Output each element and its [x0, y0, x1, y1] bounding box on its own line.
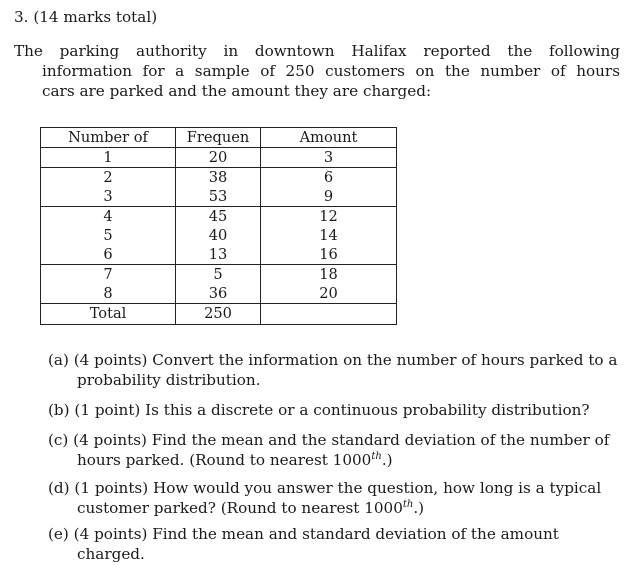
cell-frequency: 38: [176, 168, 261, 188]
cell-amount: 16: [261, 245, 397, 265]
question-item: [48, 400, 630, 420]
table-body: [41, 148, 397, 325]
header-amount: Amount: [261, 128, 397, 148]
cell-hours: 4: [41, 207, 176, 227]
table-row: [41, 207, 397, 227]
table-row: [41, 245, 397, 265]
question-item: [48, 478, 630, 518]
question-text: (d) (1 points) How would you answer the question, how long is a typical customer parked? (Round to nearest 1000: [48, 479, 602, 517]
table-row: [41, 187, 397, 207]
cell-amount: 6: [261, 168, 397, 188]
question-text: (b) (1 point) Is this a discrete or a continuous probability distribution?: [48, 401, 590, 419]
table-row: [41, 226, 397, 245]
table-total-row: [41, 304, 397, 325]
cell-frequency: 13: [176, 245, 261, 265]
cell-hours: 5: [41, 226, 176, 245]
intro-line: cars are parked and the amount they are charged:: [42, 82, 432, 100]
problem-intro: [14, 41, 620, 101]
question-list: [48, 350, 630, 564]
question-text: (a) (4 points) Convert the information on the number of hours parked to a probability distribution.: [48, 351, 618, 389]
question-item: [48, 524, 630, 564]
cell-frequency: 5: [176, 265, 261, 285]
cell-hours: 8: [41, 284, 176, 304]
cell-frequency: 53: [176, 187, 261, 207]
intro-line: The parking authority in downtown Halifax reported the following: [14, 42, 620, 60]
cell-hours: 7: [41, 265, 176, 285]
table-row: [41, 284, 397, 304]
cell-amount: 9: [261, 187, 397, 207]
cell-amount: 3: [261, 148, 397, 168]
question-superscript: th: [371, 450, 382, 462]
table-row: [41, 168, 397, 188]
cell-frequency: 36: [176, 284, 261, 304]
question-text: (c) (4 points) Find the mean and the standard deviation of the number of hours parked. (Round to nearest 1000: [48, 431, 610, 469]
total-label: Total: [41, 304, 176, 325]
cell-amount: 18: [261, 265, 397, 285]
cell-amount: 20: [261, 284, 397, 304]
cell-frequency: 45: [176, 207, 261, 227]
intro-line: information for a sample of 250 customers on the number of hours: [42, 62, 620, 80]
cell-amount: 12: [261, 207, 397, 227]
table-row: [41, 265, 397, 285]
total-amount: [261, 304, 397, 325]
question-tail: .): [381, 451, 393, 469]
cell-hours: 3: [41, 187, 176, 207]
cell-hours: 6: [41, 245, 176, 265]
table-row: [41, 148, 397, 168]
cell-hours: 2: [41, 168, 176, 188]
frequency-table: [40, 127, 397, 325]
cell-hours: 1: [41, 148, 176, 168]
table-header-row: [41, 128, 397, 148]
problem-heading: 3. (14 marks total): [14, 8, 158, 26]
question-superscript: th: [402, 498, 414, 510]
cell-frequency: 40: [176, 226, 261, 245]
question-tail: .): [413, 499, 425, 517]
question-item: [48, 350, 630, 390]
total-frequency: 250: [176, 304, 261, 325]
question-text: (e) (4 points) Find the mean and standard deviation of the amount charged.: [48, 525, 559, 563]
cell-amount: 14: [261, 226, 397, 245]
header-frequency: Frequen: [176, 128, 261, 148]
cell-frequency: 20: [176, 148, 261, 168]
question-item: [48, 430, 630, 470]
header-hours: Number of: [41, 128, 176, 148]
